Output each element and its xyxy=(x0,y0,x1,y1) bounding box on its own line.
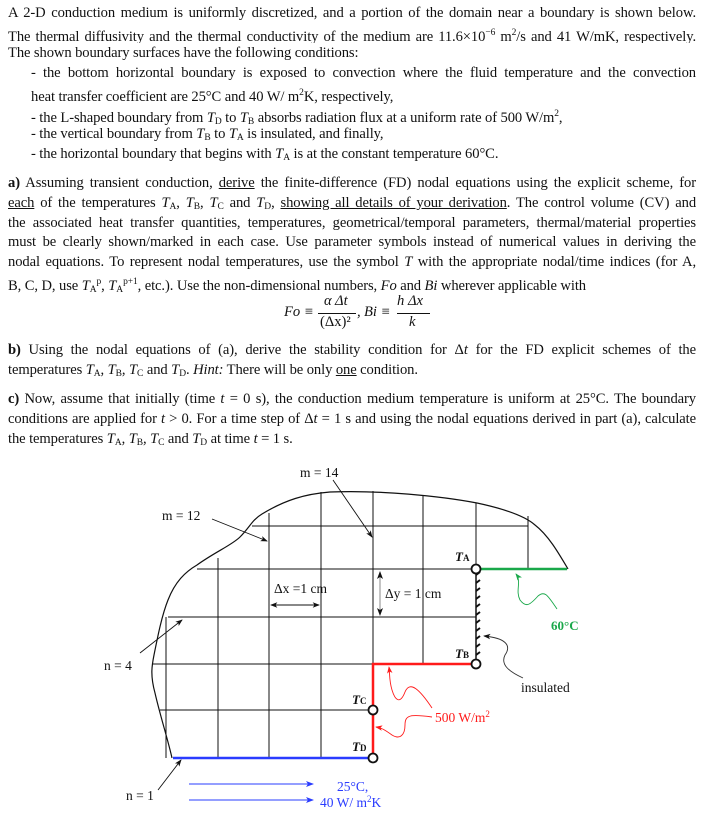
text-segment: T xyxy=(161,195,170,211)
node-a xyxy=(472,565,481,574)
text-segment: D xyxy=(264,202,272,212)
text-segment: t xyxy=(463,342,468,358)
text-segment: B xyxy=(193,202,201,212)
bi-numerator: h Δx xyxy=(397,293,423,309)
label-m14: m = 14 xyxy=(300,465,339,480)
text-segment: must be clearly shown/marked in each case. Use parameter symbols instead of numerical values in deriving the xyxy=(8,234,696,250)
text-segment: , xyxy=(121,362,130,378)
label-dx: Δx =1 cm xyxy=(274,581,328,596)
text-segment: t xyxy=(313,411,318,427)
text-segment: , xyxy=(176,195,186,211)
text-segment: C xyxy=(158,438,165,448)
text-segment: , xyxy=(121,431,129,447)
text-segment: B xyxy=(115,369,122,379)
text-segment: A xyxy=(93,369,101,379)
text-segment: heat transfer coefficient are 25°C and 40 W/ m xyxy=(31,89,300,105)
arrow-n1 xyxy=(158,760,181,790)
text-segment: absorbs radiation flux at a uniform rate of 500 W/m xyxy=(254,110,555,126)
text-segment: A xyxy=(236,133,244,143)
text-segment: to xyxy=(221,110,240,126)
text-segment: D xyxy=(179,369,186,379)
text-segment: and xyxy=(223,195,257,211)
text-segment: Bi xyxy=(424,278,438,294)
text-segment: , etc.). Use the non-dimensional numbers, xyxy=(137,278,381,294)
label-ta: TA xyxy=(455,549,470,564)
text-segment: D xyxy=(200,438,208,448)
text-segment: T xyxy=(185,195,194,211)
text-segment: B xyxy=(136,438,143,448)
text-segment: A xyxy=(116,285,124,295)
text-segment: T xyxy=(128,431,137,447)
node-b xyxy=(472,660,481,669)
text-segment: T xyxy=(108,278,117,294)
label-insulated: insulated xyxy=(521,680,570,695)
text-segment: , xyxy=(101,278,109,294)
text-segment: t xyxy=(253,431,258,447)
text-segment: A 2-D conduction medium is uniformly discretized, and a portion of the domain near a boundary is shown below. xyxy=(8,5,696,21)
text-segment: the associated heat transfer quantities, temperatures, geometrical/temporal parameters, thermal/material properties xyxy=(8,215,696,231)
text-segment: b) xyxy=(8,342,21,358)
text-segment: t xyxy=(220,391,225,407)
label-m12: m = 12 xyxy=(162,508,201,523)
text-segment: 2 xyxy=(554,109,559,119)
text-segment: C xyxy=(137,369,144,379)
text-segment: for the FD explicit schemes of the xyxy=(467,342,696,358)
label-td: TD xyxy=(352,739,367,754)
text-segment: There will be only xyxy=(223,362,336,378)
text-segment: T xyxy=(404,254,413,270)
fo-lhs: Fo ≡ xyxy=(284,304,314,320)
text-segment: T xyxy=(192,431,201,447)
text-segment: T xyxy=(171,362,180,378)
text-segment: one xyxy=(335,362,357,378)
text-segment: A xyxy=(283,153,290,163)
arrow-flux-side xyxy=(376,716,432,737)
text-segment: T xyxy=(228,126,237,142)
text-segment: and xyxy=(143,362,172,378)
node-c xyxy=(369,706,378,715)
text-segment: B xyxy=(247,117,255,127)
label-n4: n = 4 xyxy=(104,658,132,673)
text-segment: each xyxy=(8,195,35,211)
text-segment: K, respectively, xyxy=(303,89,394,105)
text-segment: /s and 41 W/mK, respectively. xyxy=(516,29,696,43)
text-segment: , xyxy=(200,195,210,211)
text-segment: T xyxy=(106,431,115,447)
text-segment: T xyxy=(206,110,215,126)
bi-denominator: k xyxy=(409,314,416,330)
text-segment: C xyxy=(217,202,224,212)
text-segment: - the bottom horizontal boundary is exposed to convection where the fluid temperature and the convection xyxy=(31,65,696,81)
text-segment: . The control volume (CV) and xyxy=(506,195,696,211)
label-fluid-temp: 25°C, xyxy=(337,779,369,794)
text-segment: 2 xyxy=(299,88,304,98)
text-segment: = 1 s. xyxy=(257,431,293,447)
text-segment: Hint: xyxy=(193,362,224,378)
text-segment: m xyxy=(495,29,512,43)
text-segment: the temperatures xyxy=(8,431,107,447)
text-segment: and xyxy=(396,278,425,294)
text-segment: T xyxy=(275,146,284,162)
text-segment: t xyxy=(161,411,165,427)
fo-numerator: α Δt xyxy=(324,293,348,309)
text-segment: T xyxy=(129,362,138,378)
text-segment: derive xyxy=(218,175,255,191)
formula-separator: , xyxy=(357,304,361,320)
text-segment: c) xyxy=(8,391,20,407)
label-flux: 500 $W/m^2$ xyxy=(435,709,490,725)
text-segment: - the L-shaped boundary from xyxy=(31,110,207,126)
text-segment: B xyxy=(204,133,211,143)
text-segment: of the temperatures xyxy=(34,195,162,211)
text-segment: condition. xyxy=(356,362,418,378)
text-segment: conditions are applied for xyxy=(8,411,162,427)
text-segment: - the vertical boundary from xyxy=(31,126,197,142)
text-segment: = 0 s), the conduction medium temperature is uniform at 25°C. The boundary xyxy=(224,391,696,407)
text-segment: wherever applicable with xyxy=(437,278,586,294)
node-d xyxy=(369,754,378,763)
text-segment: T xyxy=(256,195,265,211)
text-segment: the finite-difference (FD) nodal equations using the explicit scheme, for xyxy=(254,175,696,191)
text-segment: , xyxy=(100,362,108,378)
text-segment: , xyxy=(558,110,563,126)
text-segment: , xyxy=(142,431,151,447)
label-tc: TC xyxy=(352,692,367,707)
text-segment: Now, assume that initially (time xyxy=(19,391,221,407)
text-segment: is insulated, and finally, xyxy=(243,126,384,142)
label-60c: 60°C xyxy=(551,618,579,633)
text-segment: T xyxy=(239,110,248,126)
text-segment: −6 xyxy=(485,28,496,38)
text-segment: The shown boundary surfaces have the following conditions: xyxy=(8,45,359,61)
text-segment: a) xyxy=(8,175,20,191)
fo-denominator: (Δx)² xyxy=(320,314,351,330)
label-dy: Δy = 1 cm xyxy=(385,586,442,601)
text-segment: p+1 xyxy=(123,277,138,287)
arrow-insulated xyxy=(484,636,523,678)
text-segment: temperatures xyxy=(8,362,86,378)
text-segment: T xyxy=(196,126,205,142)
text-segment: with the appropriate nodal/time indices (for A, xyxy=(412,254,696,270)
label-tb: TB xyxy=(455,646,469,661)
text-segment: = 1 s and using the nodal equations derived in part (a), calculate xyxy=(317,411,696,427)
text-segment: The thermal diffusivity and the thermal conductivity of the medium are 11.6×10 xyxy=(8,29,486,43)
bi-lhs: Bi ≡ xyxy=(364,304,391,320)
text-segment: p xyxy=(96,277,102,287)
arrow-m14 xyxy=(333,480,372,537)
text-segment: Fo xyxy=(380,278,397,294)
text-segment: > 0. For a time step of Δ xyxy=(164,411,314,427)
text-segment: T xyxy=(209,195,218,211)
text-segment: showing all details of your derivation xyxy=(280,195,507,211)
text-segment: Assuming transient conduction, xyxy=(19,175,219,191)
text-segment: D xyxy=(214,117,222,127)
domain-outline xyxy=(152,492,568,758)
text-segment: T xyxy=(150,431,159,447)
text-segment: A xyxy=(169,202,177,212)
text-segment: . xyxy=(185,362,194,378)
text-segment: to xyxy=(210,126,229,142)
text-segment: T xyxy=(107,362,116,378)
text-segment: A xyxy=(89,285,97,295)
text-segment: and xyxy=(164,431,193,447)
text-segment: T xyxy=(85,362,94,378)
text-segment: T xyxy=(81,278,90,294)
text-segment: , xyxy=(271,195,281,211)
arrow-flux-top xyxy=(389,667,432,708)
label-h-coefficient: 40 W/ $m^2K$ xyxy=(320,794,382,810)
text-segment: - the horizontal boundary that begins with xyxy=(31,146,276,162)
arrow-60c xyxy=(516,574,557,609)
text-segment: 2 xyxy=(511,28,517,38)
label-n1: n = 1 xyxy=(126,788,154,803)
text-segment: Using the nodal equations of (a), derive the stability condition for Δ xyxy=(20,342,464,358)
text-segment: nodal equations. To represent nodal temperatures, use the symbol xyxy=(8,254,405,270)
text-segment: A xyxy=(114,438,122,448)
text-segment: at time xyxy=(207,431,254,447)
text-segment: B, C, D, use xyxy=(8,278,82,294)
text-segment: is at the constant temperature 60°C. xyxy=(289,146,499,162)
